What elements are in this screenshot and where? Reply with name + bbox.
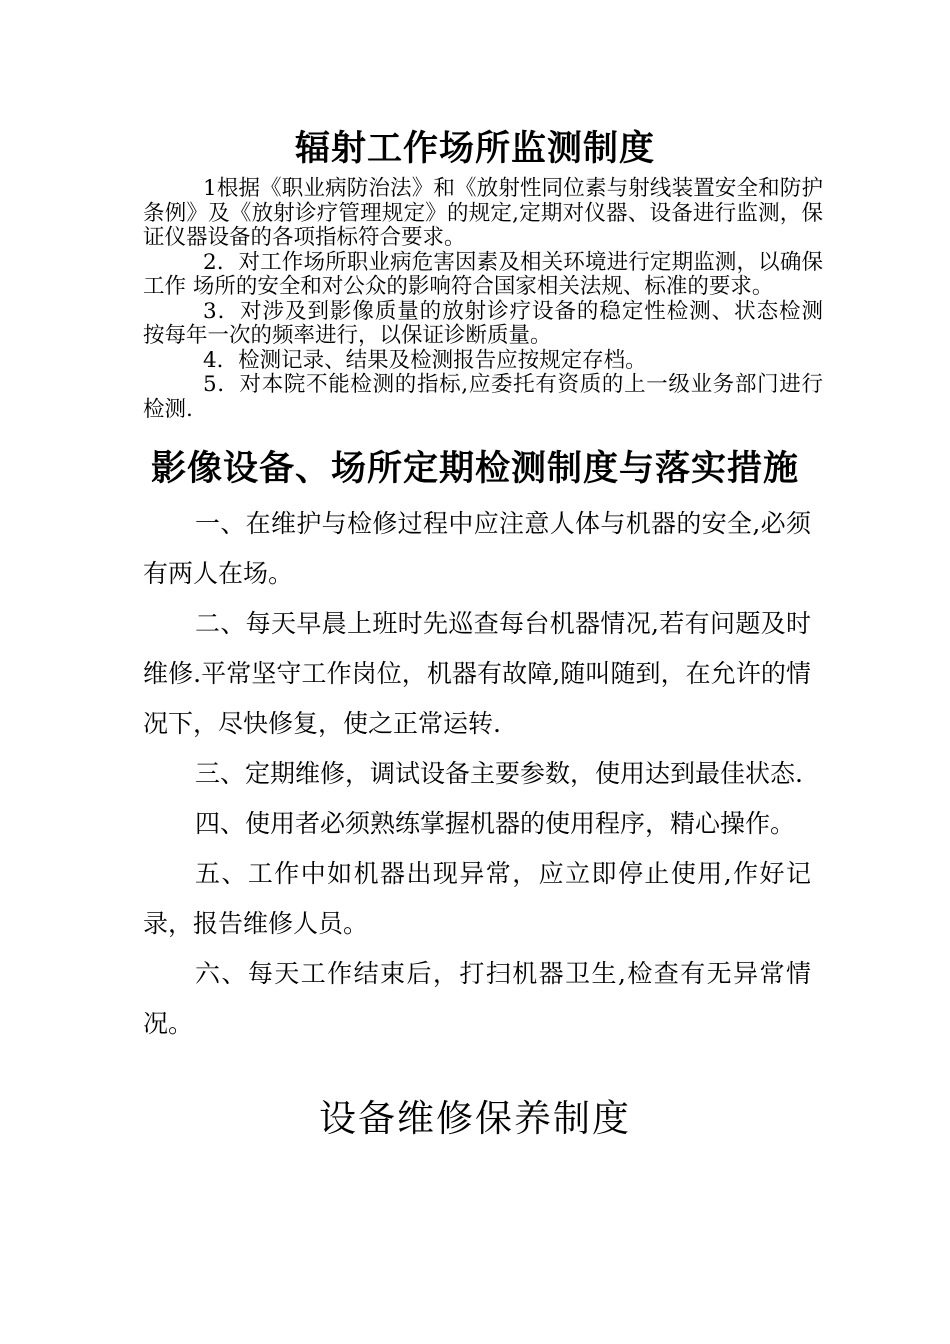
section1-title: 辐射工作场所监测制度 xyxy=(294,128,655,169)
section2-paragraph: 四、使用者必须熟练掌握机器的使用程序，精心操作。 xyxy=(195,809,796,838)
section2-paragraph: 六、每天工作结束后，打扫机器卫生,检查有无异常情况。 xyxy=(143,959,811,1038)
section3-title: 设备维修保养制度 xyxy=(319,1097,631,1140)
section1-paragraph: 1根据《职业病防治法》和《放射性同位素与射线装置安全和防护条例》及《放射诊疗管理规定》的规定,定期对仪器、设备进行监测，保证仪器设备的各项指标符合要求。 xyxy=(143,176,823,250)
section1-paragraph: 3．对涉及到影像质量的放射诊疗设备的稳定性检测、状态检测 按每年一次的频率进行，以保证诊断质量。 xyxy=(143,298,823,348)
section1-paragraph: 5．对本院不能检测的指标,应委托有资质的上一级业务部门进行检测. xyxy=(143,372,823,422)
section2-paragraph: 五、工作中如机器出现异常，应立即停止使用,作好记录，报告维修人员。 xyxy=(143,859,811,938)
section2-title: 影像设备、场所定期检测制度与落实措施 xyxy=(150,448,799,489)
section2-paragraph: 三、定期维修，调试设备主要参数，使用达到最佳状态. xyxy=(195,759,803,788)
section1-body xyxy=(143,177,823,422)
section2-body xyxy=(143,499,811,1049)
section1-paragraph: 4．检测记录、结果及检测报告应按规定存档。 xyxy=(203,347,647,373)
section2-paragraph: 二、每天早晨上班时先巡查每台机器情况,若有问题及时维修.平常坚守工作岗位，机器有故障,随叫随到，在允许的情况下，尽快修复，使之正常运转. xyxy=(143,609,811,738)
section2-paragraph: 一、在维护与检修过程中应注意人体与机器的安全,必须有两人在场。 xyxy=(143,509,811,588)
section1-paragraph: 2．对工作场所职业病危害因素及相关环境进行定期监测，以确保工作 场所的安全和对公众的影响符合国家相关法规、标准的要求。 xyxy=(143,249,823,299)
